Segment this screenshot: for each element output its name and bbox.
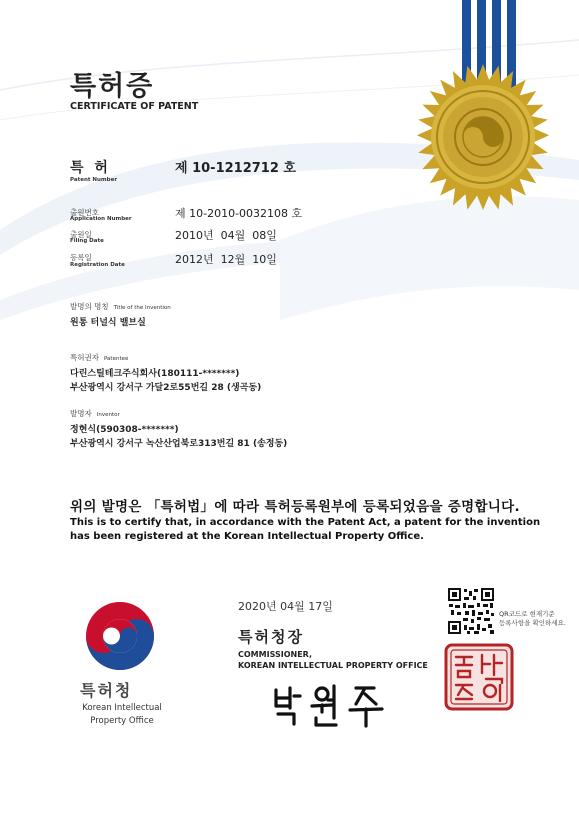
patentee-label-en: Patentee <box>103 356 129 362</box>
kipo-logo-icon <box>84 600 156 672</box>
filing-date-label-en: Filing Date <box>70 238 104 244</box>
patentee-address: 부산광역시 강서구 가달2로55번길 28 (생곡동) <box>70 383 262 393</box>
official-stamp-icon <box>444 643 514 711</box>
invention-title-label <box>70 301 171 312</box>
invention-title-value: 원통 터널식 밸브실 <box>70 318 146 328</box>
certificate-title-en: CERTIFICATE OF PATENT <box>70 101 199 112</box>
patentee-name: 다린스틸테크주식회사(180111-*******) <box>70 369 240 379</box>
certification-statement-en-line2: has been registered at the Korean Intellectual Property Office. <box>70 531 424 542</box>
gold-seal-icon <box>408 62 558 212</box>
registration-date-value: 2012년 12월 10일 <box>175 253 277 266</box>
issue-date: 2020년 04월 17일 <box>238 600 333 613</box>
agency-name-en-line1: Korean Intellectual <box>82 703 162 713</box>
invention-title-label-en: Title of the Invention <box>113 305 171 311</box>
qr-code-icon <box>448 588 494 634</box>
registration-date-label: 등록일 <box>70 253 92 262</box>
patentee-label-ko: 특허권자 <box>70 353 99 362</box>
qr-note-line2: 등록사항을 확인하세요. <box>499 619 566 627</box>
commissioner-title-en-line1: COMMISSIONER, <box>238 650 313 659</box>
certification-statement-ko: 위의 발명은 「특허법」에 따라 특허등록원부에 등록되었음을 증명합니다. <box>70 499 520 515</box>
filing-date-label: 출원일 <box>70 230 92 239</box>
application-number-label-en: Application Number <box>70 216 132 222</box>
filing-date-value: 2010년 04월 08일 <box>175 229 277 242</box>
certificate-title: 특허증 <box>70 71 155 102</box>
inventor-label-ko: 발명자 <box>70 409 92 418</box>
patent-number-value: 제 10-1212712 호 <box>175 161 296 176</box>
application-number-label: 출원번호 <box>70 208 99 217</box>
agency-name-en-line2: Property Office <box>90 716 154 726</box>
commissioner-title-en-line2: KOREAN INTELLECTUAL PROPERTY OFFICE <box>238 661 428 670</box>
application-number-value: 제 10-2010-0032108 호 <box>175 207 303 220</box>
patent-number-label-en: Patent Number <box>70 177 118 183</box>
patentee-label <box>70 352 128 363</box>
commissioner-signature <box>270 680 400 728</box>
inventor-label-en: Inventor <box>96 412 120 418</box>
inventor-label <box>70 408 120 419</box>
inventor-address: 부산광역시 강서구 녹산산업북로313번길 81 (송정동) <box>70 439 288 449</box>
inventor-name: 정현식(590308-*******) <box>70 425 179 435</box>
commissioner-title-ko: 특허청장 <box>238 628 304 646</box>
qr-note-line1: QR코드로 현재기준 <box>499 610 555 618</box>
patent-number-label: 특 허 <box>70 160 111 176</box>
agency-name-ko: 특허청 <box>80 681 133 700</box>
invention-title-label-ko: 발명의 명칭 <box>70 302 109 311</box>
registration-date-label-en: Registration Date <box>70 262 125 268</box>
certification-statement-en-line1: This is to certify that, in accordance with the Patent Act, a patent for the invention <box>70 517 541 528</box>
